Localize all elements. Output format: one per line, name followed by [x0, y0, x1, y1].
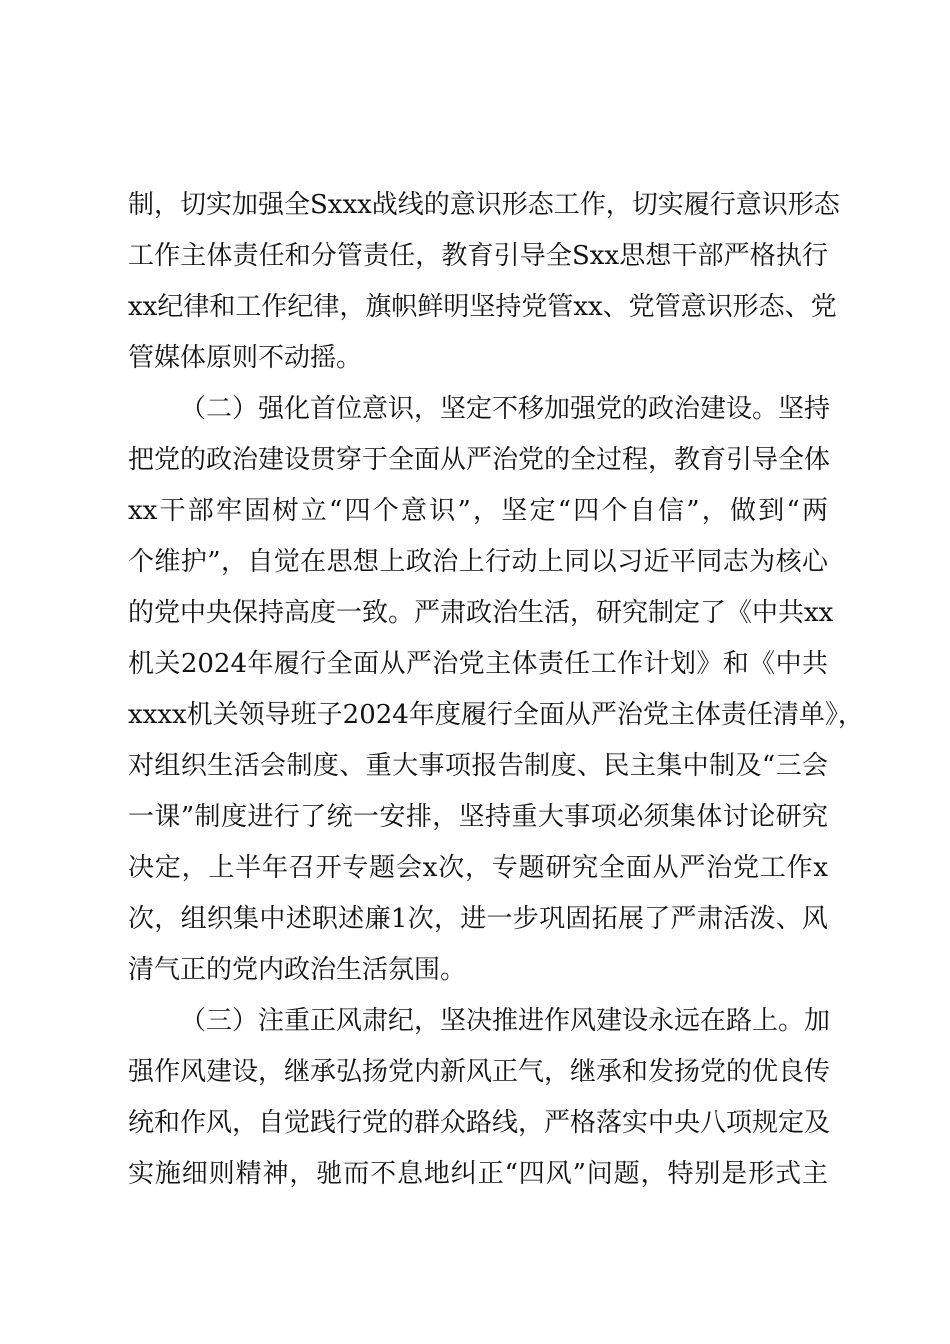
paragraph-1-line-2: 工作主体责任和分管责任，教育引导全Sxx思想干部严格执行	[128, 241, 828, 271]
paragraph-2-line-11: 次，组织集中述职述廉1次，进一步巩固拓展了严肃活泼、风	[128, 904, 828, 934]
paragraph-2-line-4: 个维护”，自觉在思想上政治上行动上同以习近平同志为核心	[128, 547, 828, 577]
paragraph-1-line-3: xx纪律和工作纪律，旗帜鲜明坚持党管xx、党管意识形态、党	[128, 292, 837, 322]
paragraph-2-line-8: 对组织生活会制度、重大事项报告制度、民主集中制及“三会	[128, 751, 828, 781]
paragraph-2-line-9: 一课”制度进行了统一安排，坚持重大事项必须集体讨论研究	[128, 802, 828, 832]
paragraph-3-line-1: （三）注重正风肃纪，坚决推进作风建设永远在路上。加	[180, 1006, 831, 1036]
paragraph-2-line-1: （二）强化首位意识，坚定不移加强党的政治建设。坚持	[180, 394, 831, 424]
paragraph-2-line-3: xx干部牢固树立“四个意识”，坚定“四个自信”，做到“两	[128, 496, 828, 526]
paragraph-3-line-2: 强作风建设，继承弘扬党内新风正气，继承和发扬党的优良传	[128, 1057, 831, 1087]
paragraph-3-line-4: 实施细则精神，驰而不息地纠正“四风”问题，特别是形式主	[128, 1159, 828, 1189]
paragraph-2-line-12: 清气正的党内政治生活氛围。	[128, 955, 467, 985]
paragraph-3-line-3: 统和作风，自觉践行党的群众路线，严格落实中央八项规定及	[128, 1108, 831, 1138]
paragraph-2-line-10: 决定，上半年召开专题会x次，专题研究全面从严治党工作x	[128, 853, 828, 883]
paragraph-1-line-4: 管媒体原则不动摇。	[128, 343, 363, 373]
paragraph-2-line-7: xxxx机关领导班子2024年度履行全面从严治党主体责任清单》，	[128, 700, 864, 730]
paragraph-2-line-5: 的党中央保持高度一致。严肃政治生活，研究制定了《中共xx	[128, 598, 834, 628]
paragraph-1-line-1: 制，切实加强全Sxxx战线的意识形态工作，切实履行意识形态	[128, 190, 840, 220]
paragraph-2-line-2: 把党的政治建设贯穿于全面从严治党的全过程，教育引导全体	[128, 445, 831, 475]
paragraph-2-line-6: 机关2024年履行全面从严治党主体责任工作计划》和《中共	[128, 649, 828, 679]
